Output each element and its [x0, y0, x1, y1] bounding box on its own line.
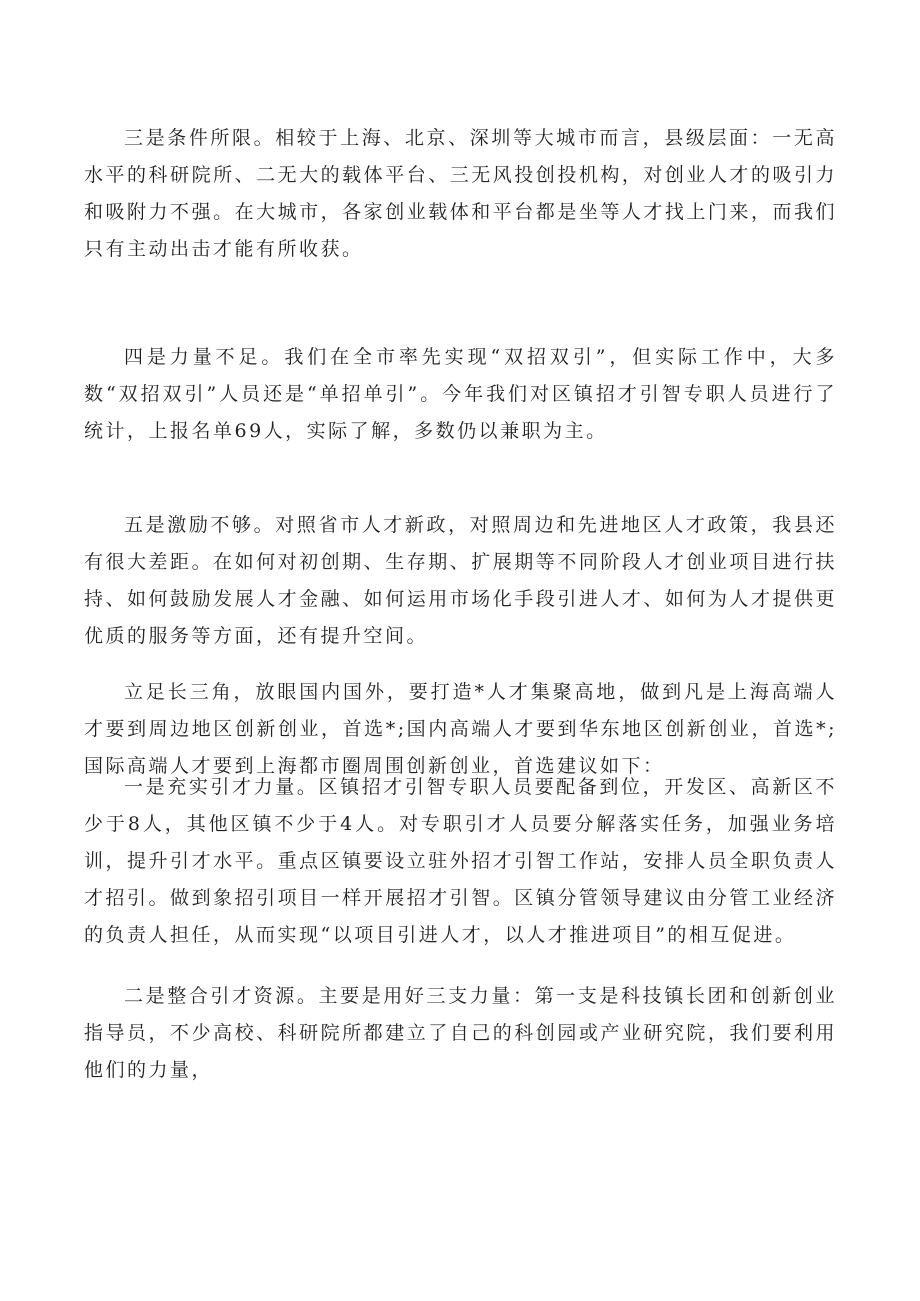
paragraph-insufficient-incentives: 五是激励不够。对照省市人才新政，对照周边和先进地区人才政策，我县还有很大差距。在如何对初创期、生存期、扩展期等不同阶段人才创业项目进行扶持、如何鼓励发展人才金融、如何运用市场化手段引进人才、如何为人才提供更优质的服务等方面，还有提升空间。	[84, 514, 837, 647]
paragraph-integrate-resources: 二是整合引才资源。主要是用好三支力量：第一支是科技镇长团和创新创业指导员，不少高校、科研院所都建立了自己的科创园或产业研究院，我们要利用他们的力量，	[84, 985, 837, 1081]
paragraph-conditions-limited: 三是条件所限。相较于上海、北京、深圳等大城市而言，县级层面：一无高水平的科研院所、二无大的载体平台、三无风投创投机构，对创业人才的吸引力和吸附力不强。在大城市，各家创业载体和平台都是坐等人才找上门来，而我们只有主动出击才能有所收获。	[84, 127, 837, 260]
paragraph-proposal-intro: 立足长三角，放眼国内国外，要打造*人才集聚高地，做到凡是上海高端人才要到周边地区创新创业，首选*;国内高端人才要到华东地区创新创业，首选*;国际高端人才要到上海都市圈周围创新创业，首选建议如下：	[84, 681, 837, 777]
paragraph-strengthen-recruitment: 一是充实引才力量。区镇招才引智专职人员要配备到位，开发区、高新区不少于8人，其他区镇不少于4人。对专职引才人员要分解落实任务，加强业务培训，提升引才水平。重点区镇要设立驻外招才引智工作站，安排人员全职负责人才招引。做到象招引项目一样开展招才引智。区镇分管领导建议由分管工业经济的负责人担任，从而实现“以项目引进人才，以人才推进项目”的相互促进。	[84, 776, 837, 946]
paragraph-insufficient-strength: 四是力量不足。我们在全市率先实现“双招双引”，但实际工作中，大多数“双招双引”人员还是“单招单引”。今年我们对区镇招才引智专职人员进行了统计，上报名单69人，实际了解，多数仍以兼职为主。	[84, 346, 837, 442]
